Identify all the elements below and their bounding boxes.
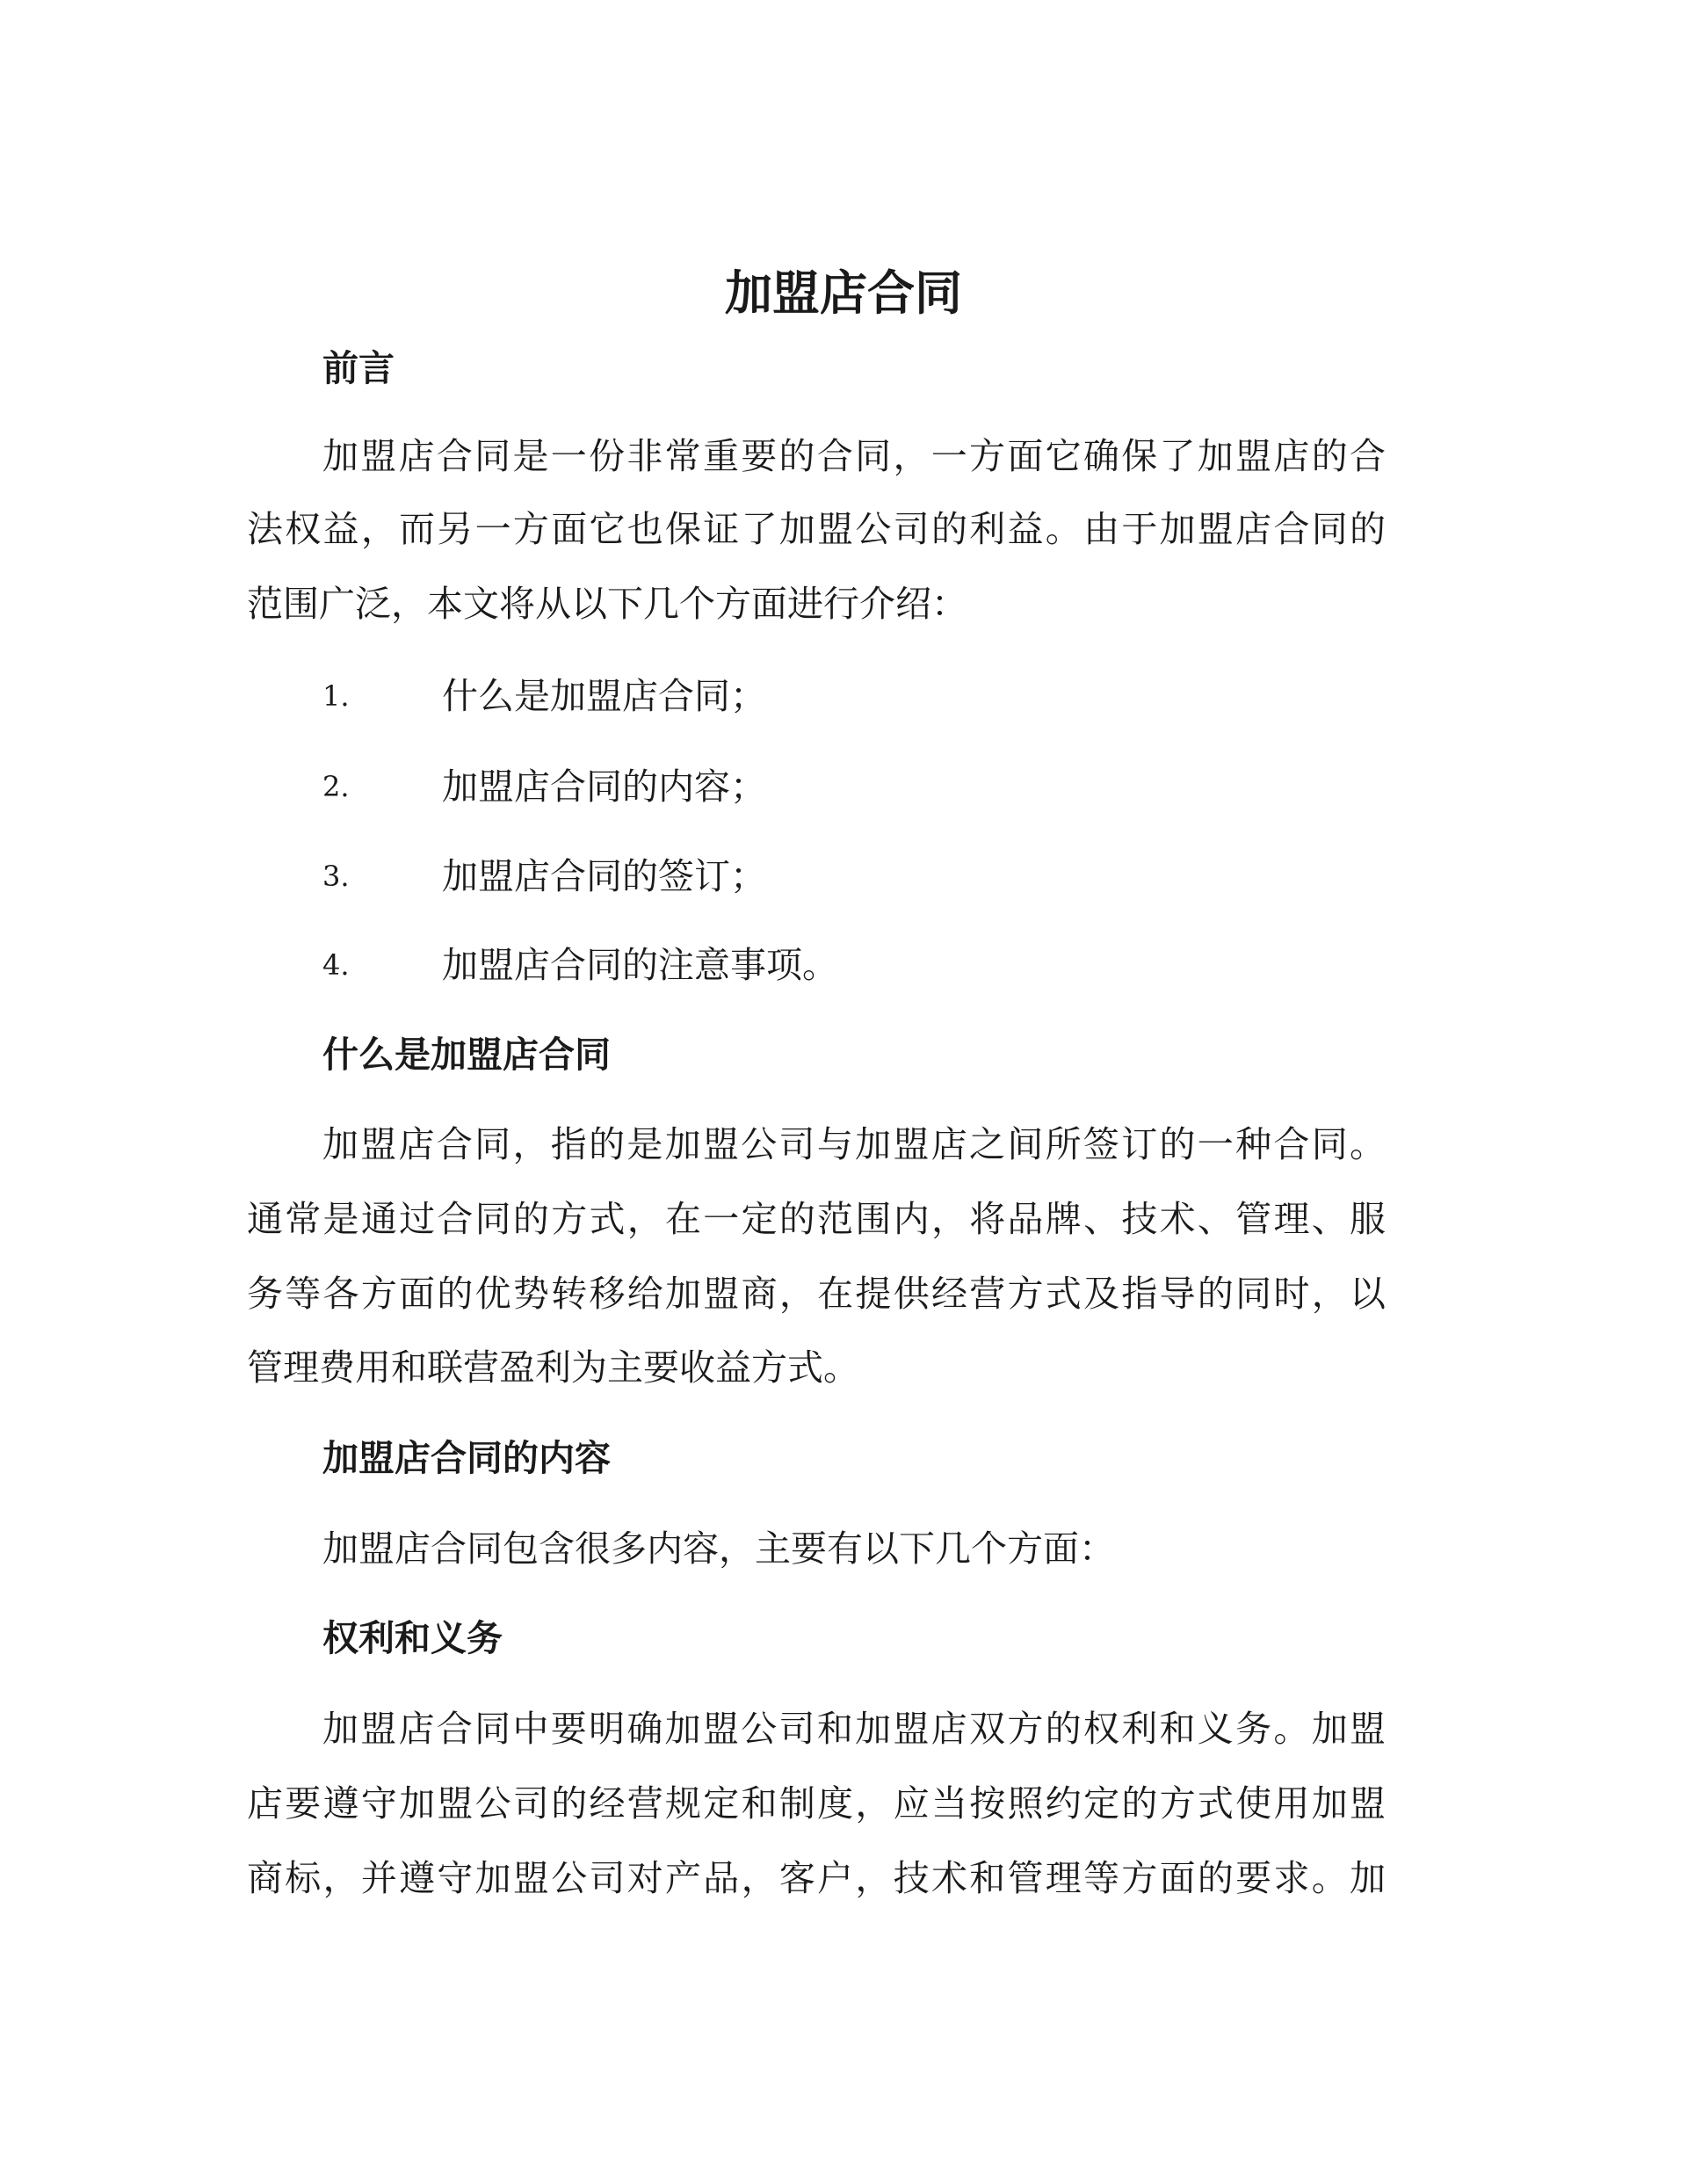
list-item: 加盟店合同的内容； xyxy=(442,765,766,808)
list-number: 1. xyxy=(322,679,350,713)
heading-content: 加盟店合同的内容 xyxy=(322,1437,611,1479)
paragraph-line: 管理费用和联营盈利为主要收益方式。 xyxy=(247,1346,859,1389)
document-title: 加盟店合同 xyxy=(725,265,962,321)
paragraph-line: 商标，并遵守加盟公司对产品，客户，技术和管理等方面的要求。加 xyxy=(247,1857,1386,1899)
list-item: 加盟店合同的签订； xyxy=(442,855,766,897)
paragraph-line: 加盟店合同包含很多内容，主要有以下几个方面： xyxy=(322,1527,1115,1570)
list-number: 2. xyxy=(322,770,350,803)
paragraph-line: 加盟店合同是一份非常重要的合同，一方面它确保了加盟店的合 xyxy=(322,435,1386,477)
list-number: 4. xyxy=(322,948,350,982)
list-item: 加盟店合同的注意事项。 xyxy=(442,944,838,986)
paragraph-line: 加盟店合同中要明确加盟公司和加盟店双方的权利和义务。加盟 xyxy=(322,1708,1386,1750)
paragraph-line: 法权益，而另一方面它也保证了加盟公司的利益。由于加盟店合同的 xyxy=(247,508,1386,550)
list-item: 什么是加盟店合同； xyxy=(442,675,766,717)
paragraph-line: 范围广泛，本文将从以下几个方面进行介绍： xyxy=(247,583,967,625)
heading-preface: 前言 xyxy=(322,347,395,389)
paragraph-line: 务等各方面的优势转移给加盟商，在提供经营方式及指导的同时，以 xyxy=(247,1273,1386,1315)
list-number: 3. xyxy=(322,860,350,893)
heading-rights: 权利和义务 xyxy=(322,1617,503,1659)
paragraph-line: 通常是通过合同的方式，在一定的范围内，将品牌、技术、管理、服 xyxy=(247,1198,1386,1240)
paragraph-line: 加盟店合同，指的是加盟公司与加盟店之间所签订的一种合同。 xyxy=(322,1123,1386,1165)
paragraph-line: 店要遵守加盟公司的经营规定和制度，应当按照约定的方式使用加盟 xyxy=(247,1782,1386,1825)
heading-what: 什么是加盟店合同 xyxy=(322,1034,611,1076)
